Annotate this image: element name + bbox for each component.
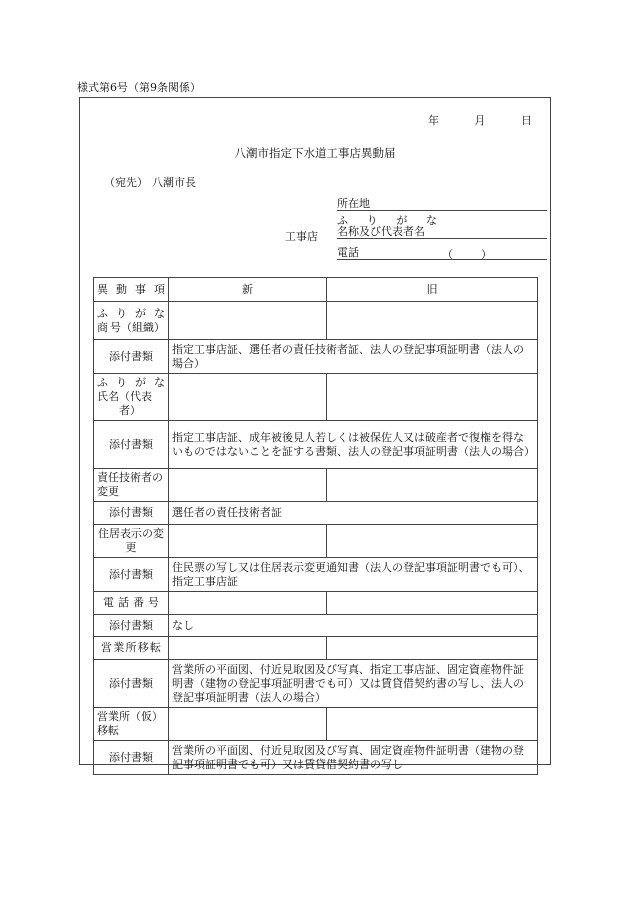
form-number-label: 様式第6号（第9条関係） [77,81,201,94]
addressee-prefix: （宛先） [104,176,148,189]
attachment-label: 添付書類 [94,340,169,374]
attachment-text: 指定工事店証、選任者の責任技術者証、法人の登記事項証明書（法人の場合） [169,340,538,374]
row-label-shimei: ふ り が な 氏 名 （代表者） [94,374,169,421]
old-value-cell[interactable] [327,708,538,741]
row-label-address: 住居表示の変更 [94,525,169,558]
date-month: 月 [474,114,486,127]
new-value-cell[interactable] [169,525,327,558]
address-field[interactable] [337,197,547,211]
header-old: 旧 [327,278,538,302]
attachment-text: 営業所の平面図、付近見取図及び写真、固定資産物件証明書（建物の登記事項証明書でも可）又は賃貸借契約書の写し [169,741,538,775]
attachment-text: 選任者の責任技術者証 [169,502,538,525]
furigana-char: ふ [337,214,348,227]
phone-label: 電話 [337,246,359,259]
old-value-cell[interactable] [327,302,538,340]
row-label-temp-office: 営業所（仮）移転 [94,708,169,741]
date-day: 日 [521,114,532,127]
table-row [94,374,538,421]
new-value-cell[interactable] [169,637,327,660]
new-value-cell[interactable] [169,592,327,615]
name-field[interactable] [337,225,547,239]
table-row [94,592,538,615]
row-label-office: 営 業 所 移 転 [94,637,169,660]
row-label-shogo: ふ り が な 商 号（組織） [94,302,169,340]
attachment-text: なし [169,615,538,637]
old-value-cell[interactable] [327,469,538,502]
table-row [94,637,538,660]
old-value-cell[interactable] [327,374,538,421]
paren-open: （ [442,248,453,261]
attachment-text: 営業所の平面図、付近見取図及び写真、指定工事店証、固定資産物件証明書（建物の登記事項証明書でも可）又は賃貸借契約書の写し、法人の登記事項証明書（法人の場合） [169,660,538,708]
furigana-char: り [366,214,378,227]
date-line [396,112,532,128]
addressee [104,174,196,190]
table-row [94,615,538,637]
form-frame [79,97,551,771]
paren-close: ） [481,248,492,261]
attachment-label: 添付書類 [94,660,169,708]
new-value-cell[interactable] [169,469,327,502]
old-value-cell[interactable] [327,637,538,660]
attachment-label: 添付書類 [94,502,169,525]
attachment-label: 添付書類 [94,615,169,637]
table-row [94,708,538,741]
attachment-text: 住民票の写し又は住居表示変更通知書（法人の登記事項証明書でも可）、指定工事店証 [169,558,538,592]
date-year: 年 [428,114,439,127]
attachment-label: 添付書類 [94,741,169,775]
attachment-text: 指定工事店証、成年被後見人若しくは被保佐人又は破産者で復権を得ないものではないことを証する書類、法人の登記事項証明書（法人の場合） [169,421,538,469]
attachment-label: 添付書類 [94,421,169,469]
change-table [93,277,538,775]
addressee-name: 八潮市長 [152,176,196,189]
old-value-cell[interactable] [327,592,538,615]
table-row [94,741,538,775]
table-row [94,421,538,469]
table-row [94,469,538,502]
furigana-char: な [425,214,437,227]
table-row [94,340,538,374]
table-row [94,502,538,525]
row-label-tech: 責任技術者の変更 [94,469,169,502]
table-header-row [94,278,538,302]
applicant-label: 工事店 [285,230,318,243]
header-item: 異 動 事 項 [94,278,169,302]
address-label: 所在地 [337,197,370,210]
furigana-char: が [396,214,408,227]
row-label-phone: 電 話 番 号 [94,592,169,615]
new-value-cell[interactable] [169,302,327,340]
name-label: 名称及び代表者名 [337,225,425,238]
table-row [94,558,538,592]
table-row [94,525,538,558]
phone-area-code [442,246,492,262]
table-row [94,302,538,340]
page-title: 八潮市指定下水道工事店異動届 [234,146,396,160]
header-new: 新 [169,278,327,302]
attachment-label: 添付書類 [94,558,169,592]
table-row [94,660,538,708]
new-value-cell[interactable] [169,374,327,421]
new-value-cell[interactable] [169,708,327,741]
old-value-cell[interactable] [327,525,538,558]
